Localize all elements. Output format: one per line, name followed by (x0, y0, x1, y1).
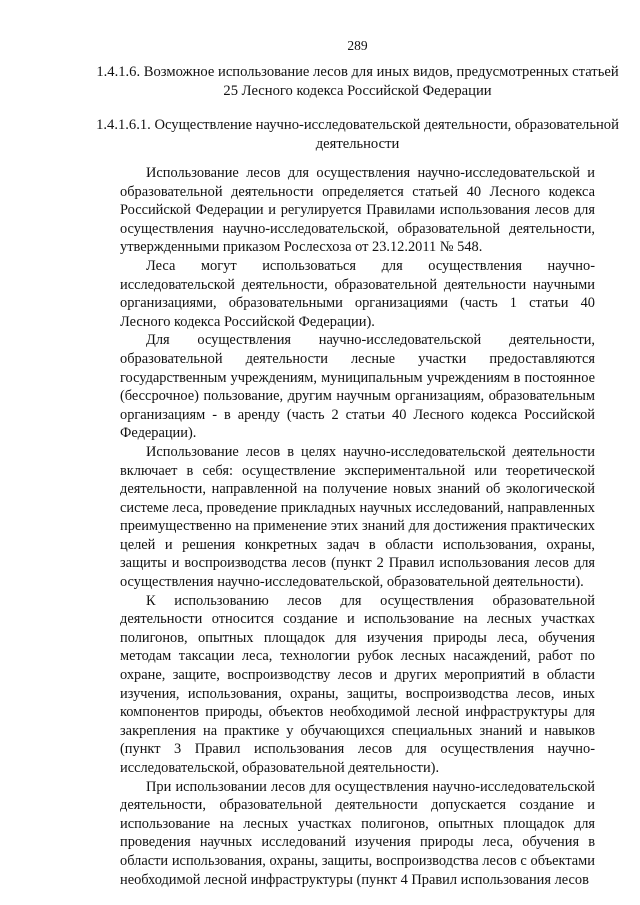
paragraph: При использовании лесов для осуществления научно-исследовательской деятельности, образовательной деятельности допускается создание и использование на лесных участках полигонов, опытных площадок для проведения научных исследований изучения природы леса, обучения в области использования, охраны, защиты, воспроизводства лесов с объектами необходимой лесной инфраструктуры (пункт 4 Правил использования лесов (120, 778, 595, 888)
paragraph: Леса могут использоваться для осуществления научно-исследовательской деятельности, образовательной деятельности научными организациями, образовательными организациями (часть 1 статьи 40 Лесного кодекса Российской Федерации). (120, 257, 595, 330)
section-heading: 1.4.1.6. Возможное использование лесов для иных видов, предусмотренных статьей 25 Лесного кодекса Российской Федерации (96, 64, 619, 99)
paragraph: Для осуществления научно-исследовательской деятельности, образовательной деятельности лесные участки предоставляются государственным учреждениям, муниципальным учреждениям в постоянное (бессрочное) пользование, другим научным организациям, образовательным организациям - в аренду (часть 2 статьи 40 Лесного кодекса Российской Федерации). (120, 332, 595, 442)
paragraph: К использованию лесов для осуществления образовательной деятельности относится создание и использование на лесных участках полигонов, опытных площадок для изучения природы леса, обучения методам таксации леса, технологии рубок лесных насаждений, работ по охране, защите, воспроизводству лесов и других мероприятий в области изучения, использования, охраны, защиты, воспроизводства лесов, иных компонентов природы, объектов необходимой лесной инфраструктуры для закрепления на практике у обучающихся специальных знаний и навыков (пункт 3 Правил использования лесов для осуществления научно-исследовательской, образовательной деятельности). (120, 592, 595, 776)
body-text (120, 164, 595, 889)
subsection-heading: 1.4.1.6.1. Осуществление научно-исследовательской деятельности, образовательной деятельности (96, 117, 619, 152)
paragraph: Использование лесов для осуществления научно-исследовательской и образовательной деятельности определяется статьей 40 Лесного кодекса Российской Федерации и регулируется Правилами использования лесов для осуществления научно-исследовательской, образовательной деятельности, утвержденными приказом Рослесхоза от 23.12.2011 № 548. (120, 165, 595, 256)
page-number: 289 (347, 38, 368, 53)
paragraph: Использование лесов в целях научно-исследовательской деятельности включает в себя: осуществление экспериментальной или теоретической деятельности, направленной на получение новых знаний об экологической системе леса, проведение прикладных научных исследований, направленных преимущественно на применение этих знаний для достижения практических целей и решения конкретных задач в области использования, охраны, защиты и воспроизводства лесов (пункт 2 Правил использования лесов для осуществления научно-исследовательской, образовательной деятельности). (120, 443, 595, 591)
document-page (96, 0, 619, 905)
